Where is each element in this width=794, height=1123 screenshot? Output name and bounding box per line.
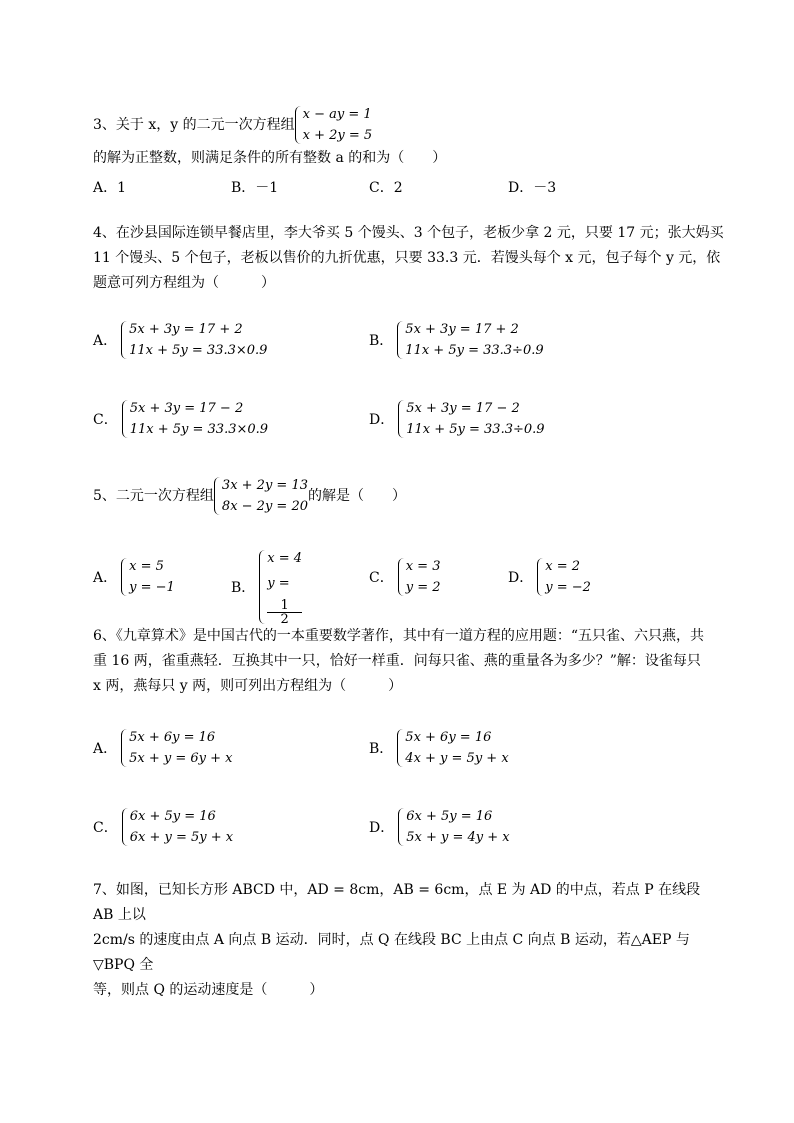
q4-option-d xyxy=(369,398,545,438)
equation: 4x + y = 5y + x xyxy=(405,751,509,766)
fraction xyxy=(267,599,302,626)
q5-option-c-system xyxy=(398,556,441,598)
option-label: A． xyxy=(93,741,118,757)
q5-suffix: 的解是（ ） xyxy=(308,488,406,504)
q4-option-b xyxy=(369,319,544,359)
equation: y = 2 xyxy=(405,580,441,595)
q6-option-b xyxy=(369,727,509,767)
equation: 11x + 5y = 33.3×0.9 xyxy=(129,422,269,437)
equation: 11x + 5y = 33.3÷0.9 xyxy=(406,422,545,437)
q6-option-c xyxy=(93,806,233,846)
q6-option-b-system xyxy=(397,727,508,769)
q4-option-d-system xyxy=(398,398,544,440)
equation-with-fraction xyxy=(267,569,302,626)
option-label: D． xyxy=(508,570,534,586)
equation: 11x + 5y = 33.3×0.9 xyxy=(129,343,268,358)
equation: 5x + y = 6y + x xyxy=(129,751,233,766)
option-label: B． xyxy=(369,333,394,349)
q5-option-d-system xyxy=(537,556,591,598)
q6-option-c-system xyxy=(122,806,233,848)
equation: 5x + 3y = 17 + 2 xyxy=(405,322,519,337)
denominator: 2 xyxy=(280,612,289,627)
equation: 6x + 5y = 16 xyxy=(406,809,493,824)
question-3 xyxy=(93,104,724,170)
q4-option-c xyxy=(93,398,268,438)
q3-eq1: x − ay = 1 xyxy=(302,107,372,122)
q6-line1: 6、《九章算术》是中国古代的一本重要数学著作，其中有一道方程的应用题：“五只雀、六只燕，共 xyxy=(93,628,705,644)
equation: 5x + 3y = 17 − 2 xyxy=(406,401,520,416)
option-label: A． xyxy=(93,333,118,349)
q3-prefix: 3、关于 x，y 的二元一次方程组 xyxy=(93,117,295,133)
q3-option-d: D．－3 xyxy=(508,180,557,196)
q7-line2: 2cm/s 的速度由点 A 向点 B 运动．同时，点 Q 在线段 BC 上由点 C 向点 B 运动，若△AEP 与▽BPQ 全 xyxy=(93,932,690,973)
q6-line2: 重 16 两，雀重燕轻．互换其中一只，恰好一样重．问每只雀、燕的重量各为多少？”解：设雀每只 xyxy=(93,653,701,669)
option-label: D． xyxy=(369,820,395,836)
equation: 11x + 5y = 33.3÷0.9 xyxy=(405,343,544,358)
equation: x = 4 xyxy=(267,551,303,566)
equation: x = 5 xyxy=(129,559,164,574)
option-label: C． xyxy=(93,820,118,836)
q6-option-d-system xyxy=(398,806,509,848)
equation: x = 2 xyxy=(545,559,580,574)
q3-option-c: C．2 xyxy=(369,180,403,196)
q4-line3: 题意可列方程组为（ ） xyxy=(93,275,275,291)
q5-eq1: 3x + 2y = 13 xyxy=(221,478,308,493)
equation: 6x + 5y = 16 xyxy=(129,809,216,824)
q6-option-a-system xyxy=(121,727,232,769)
q5-option-b-system xyxy=(259,548,302,626)
q3-option-b: B．－1 xyxy=(231,180,279,196)
question-4 xyxy=(93,221,724,296)
equation: 5x + 6y = 16 xyxy=(405,730,492,745)
q4-option-b-system xyxy=(397,319,543,361)
option-label: C． xyxy=(93,412,118,428)
q4-line1: 4、在沙县国际连锁早餐店里，李大爷买 5 个馒头、3 个包子，老板少拿 2 元，只要 17 元；张大妈买 xyxy=(93,225,724,241)
q3-eq2: x + 2y = 5 xyxy=(302,128,373,143)
option-label: B． xyxy=(369,741,394,757)
equation: 5x + y = 4y + x xyxy=(406,830,510,845)
question-7 xyxy=(93,878,724,1003)
equation: x = 3 xyxy=(405,559,441,574)
equation: y = xyxy=(267,576,290,591)
q5-option-b xyxy=(231,548,303,627)
equation: 5x + 6y = 16 xyxy=(129,730,216,745)
q6-option-a xyxy=(93,727,233,767)
q5-option-d xyxy=(508,556,591,596)
equation: 5x + 3y = 17 + 2 xyxy=(129,322,243,337)
q4-line2: 11 个馒头、5 个包子，老板以售价的九折优惠，只要 33.3 元．若馒头每个 x 元，包子每个 y 元，依 xyxy=(93,250,721,266)
q6-option-d xyxy=(369,806,510,846)
q5-system xyxy=(214,475,308,517)
q5-option-a-system xyxy=(121,556,175,598)
q4-option-a xyxy=(93,319,267,359)
option-label: C． xyxy=(369,570,394,586)
q7-line3: 等，则点 Q 的运动速度是（ ） xyxy=(93,982,324,998)
q5-eq2: 8x − 2y = 20 xyxy=(221,499,308,514)
q4-option-c-system xyxy=(122,398,268,440)
question-6 xyxy=(93,624,724,699)
option-label: D． xyxy=(369,412,395,428)
q7-line1: 7、如图，已知长方形 ABCD 中，AD = 8cm，AB = 6cm，点 E 为 AD 的中点，若点 P 在线段 AB 上以 xyxy=(93,882,701,923)
q5-prefix: 5、二元一次方程组 xyxy=(93,488,214,504)
equation: y = −1 xyxy=(129,580,175,595)
q4-option-a-system xyxy=(121,319,267,361)
equation: 6x + y = 5y + x xyxy=(129,830,234,845)
equation: 5x + 3y = 17 − 2 xyxy=(129,401,244,416)
q6-line3: x 两，燕每只 y 两，则可列出方程组为（ ） xyxy=(93,678,403,694)
numerator: 1 xyxy=(267,599,302,613)
question-5 xyxy=(93,475,724,517)
q5-option-a xyxy=(93,556,175,596)
option-label: A． xyxy=(93,570,118,586)
q3-suffix: 的解为正整数，则满足条件的所有整数 a 的和为（ ） xyxy=(93,150,447,166)
option-label: B． xyxy=(231,580,256,596)
q3-system xyxy=(295,104,373,146)
q5-option-c xyxy=(369,556,441,596)
q3-option-a: A．1 xyxy=(93,180,127,196)
equation: y = −2 xyxy=(545,580,591,595)
